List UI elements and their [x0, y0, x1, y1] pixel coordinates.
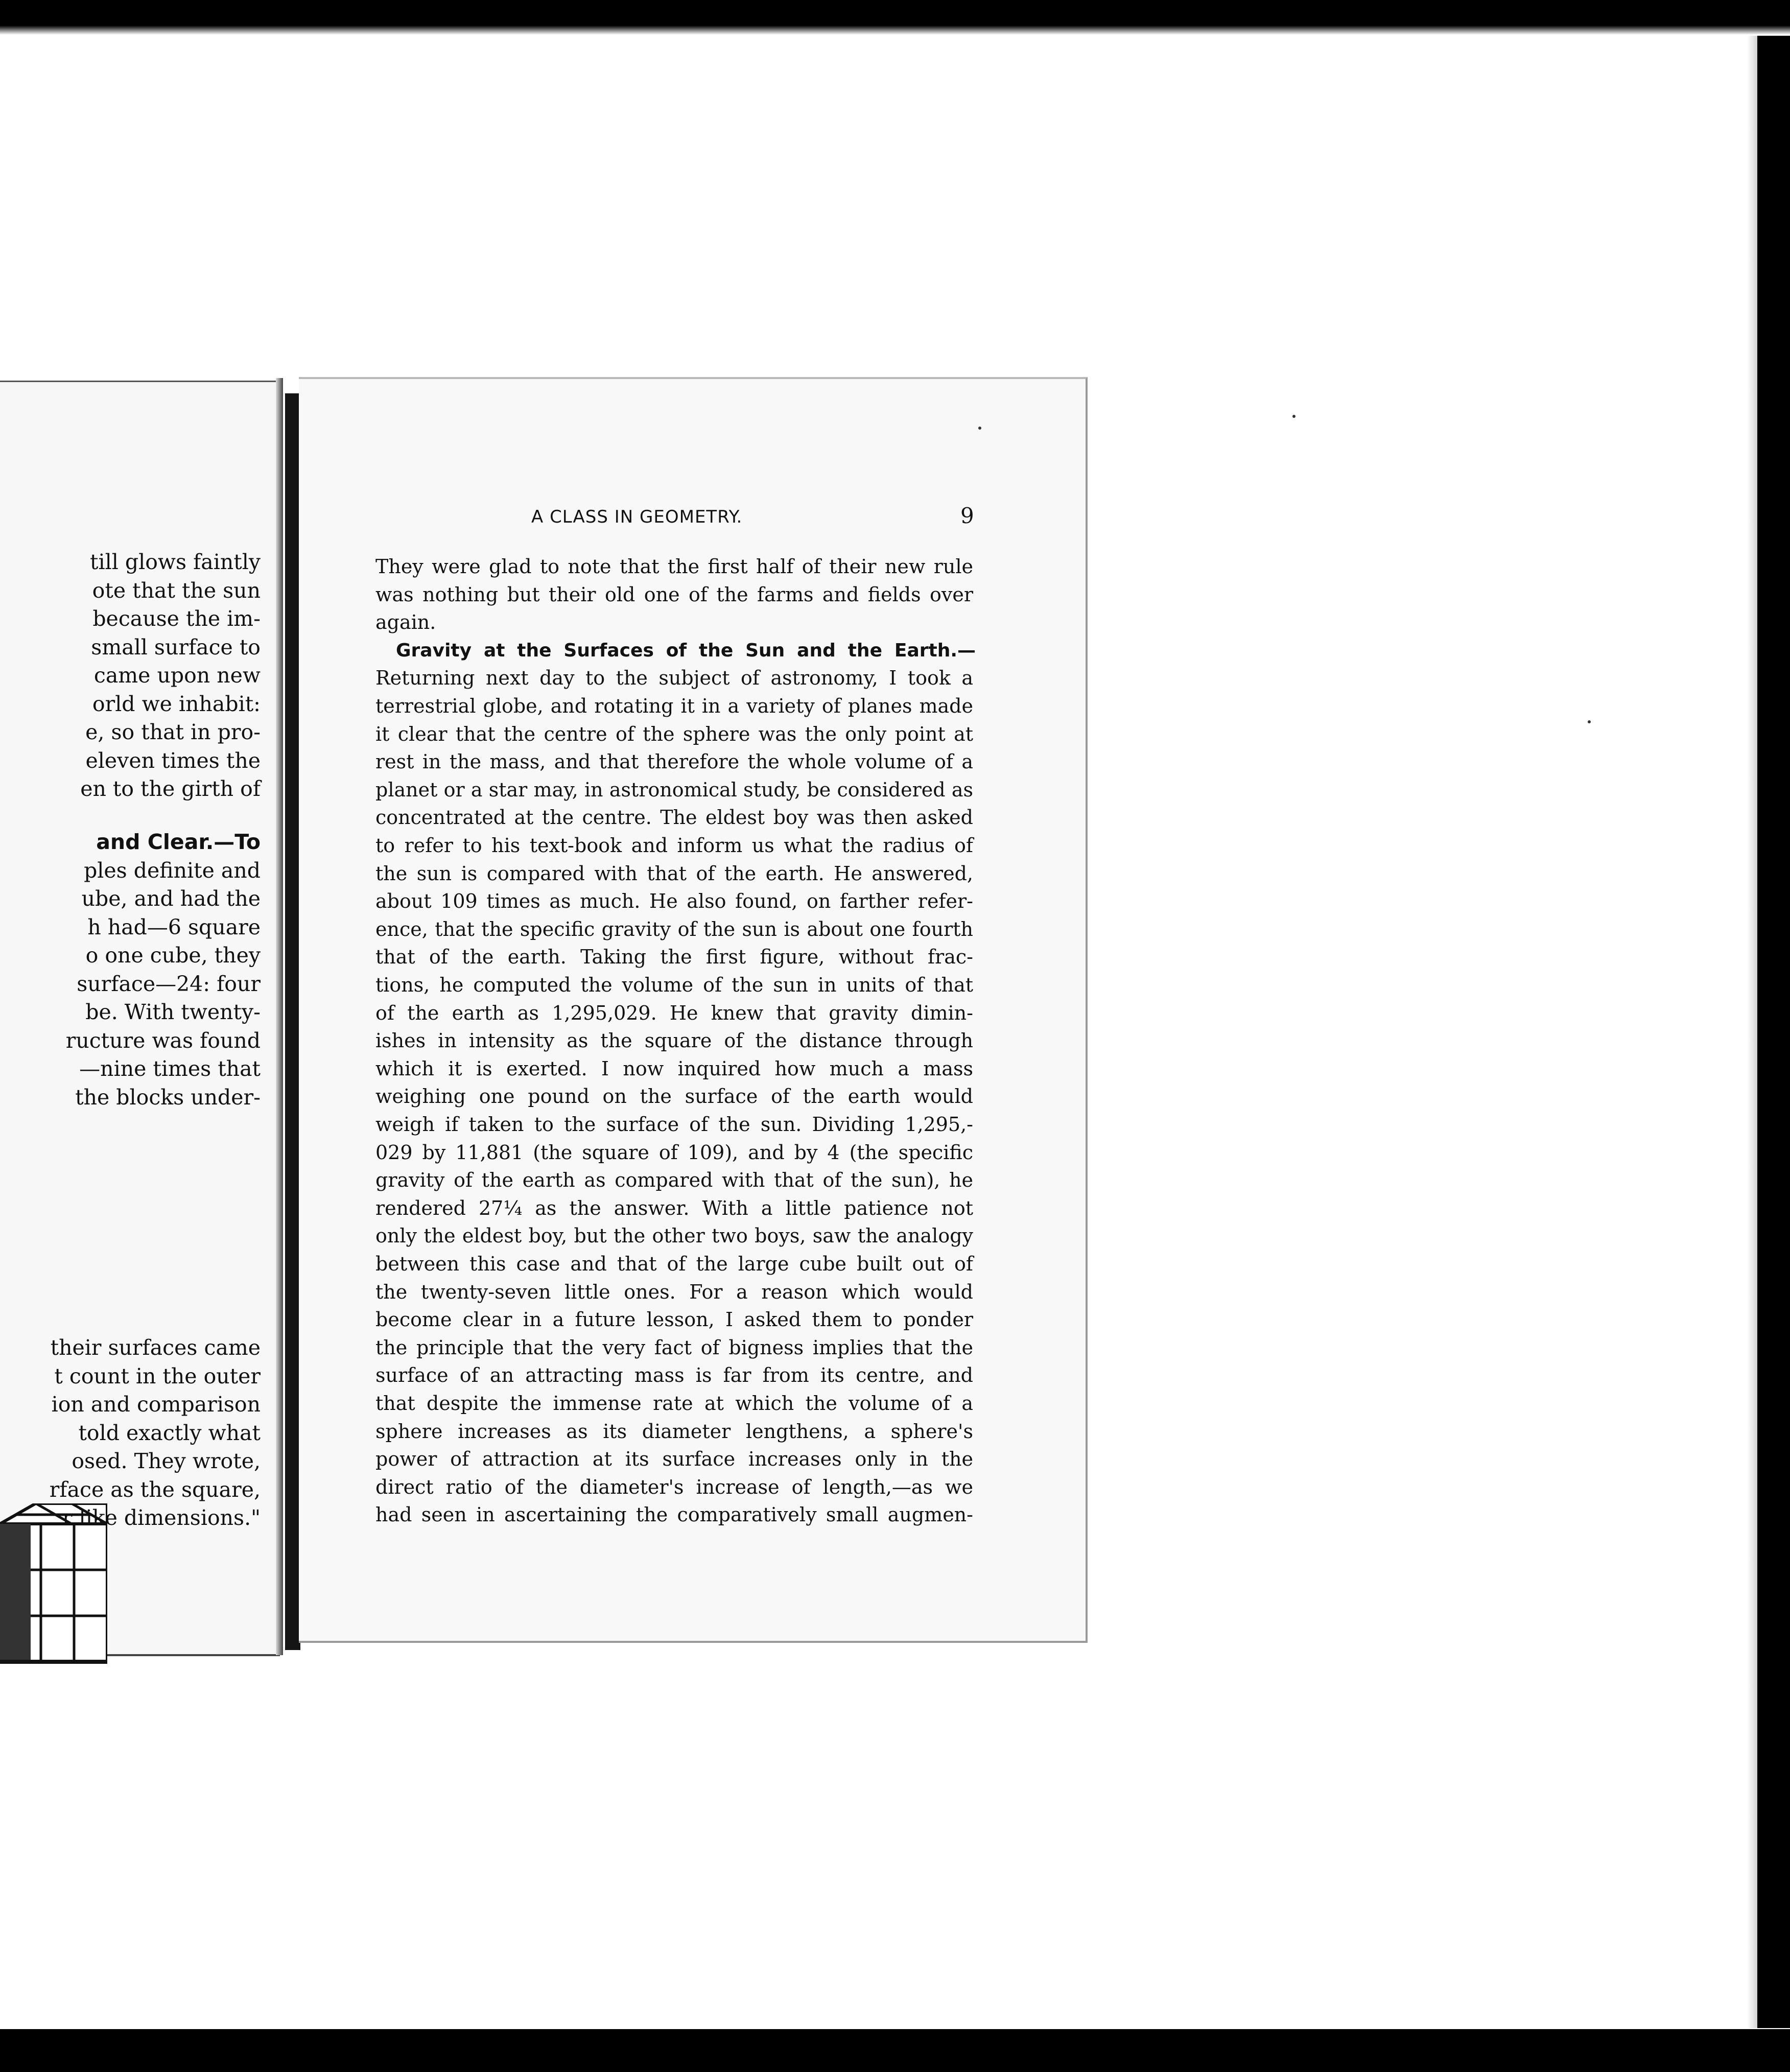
body-line: about 109 times as much. He also found, on farther refer-: [375, 890, 973, 913]
left-page-line: osed. They wrote,: [72, 1449, 261, 1473]
left-page-line: because the im-: [92, 606, 261, 631]
body-line: 029 by 11,881 (the square of 109), and by 4 (the specific: [375, 1141, 973, 1164]
body-line: that of the earth. Taking the first figure, without frac-: [375, 946, 973, 969]
film-speck: [1292, 415, 1296, 418]
body-line: direct ratio of the diameter's increase of length,—as we: [375, 1475, 973, 1498]
body-line: Returning next day to the subject of astronomy, I took a: [375, 667, 973, 690]
left-page-line: t count in the outer: [54, 1363, 261, 1388]
left-page-line: be. With twenty-: [85, 1000, 261, 1024]
left-page-line: r like dimensions.": [62, 1505, 261, 1530]
body-line: rendered 27¼ as the answer. With a little patience not: [375, 1196, 973, 1219]
left-page-line: eleven times the: [85, 748, 261, 773]
left-page: [0, 381, 280, 1656]
left-page-line: till glows faintly: [90, 550, 261, 574]
body-line: to refer to his text-book and inform us what the radius of: [375, 834, 973, 857]
gutter-shadow: [276, 378, 283, 1655]
film-frame-bottom: [0, 2029, 1790, 2072]
left-page-line: rface as the square,: [49, 1477, 261, 1502]
film-frame-right: [1757, 36, 1790, 2028]
body-line: of the earth as 1,295,029. He knew that gravity dimin-: [375, 1001, 973, 1024]
body-line: which it is exerted. I now inquired how much a mass: [375, 1057, 973, 1080]
body-line: weigh if taken to the surface of the sun. Dividing 1,295,-: [375, 1113, 973, 1136]
body-line: ishes in intensity as the square of the distance through: [375, 1029, 973, 1052]
left-page-line: en to the girth of: [80, 776, 261, 801]
left-page-line: ote that the sun: [92, 578, 261, 603]
body-line: power of attraction at its surface increases only in the: [375, 1448, 973, 1471]
body-line: that despite the immense rate at which the volume of a: [375, 1392, 973, 1415]
left-page-line: ion and comparison: [51, 1392, 261, 1417]
left-page-line: ples definite and: [84, 858, 261, 883]
left-page-line: surface—24: four: [77, 971, 261, 996]
body-line: it clear that the centre of the sphere was the only point at: [375, 722, 973, 745]
left-page-line: ube, and had the: [81, 886, 261, 911]
page-number: 9: [960, 503, 974, 528]
body-line: weighing one pound on the surface of the earth would: [375, 1085, 973, 1108]
film-speck: [978, 427, 981, 430]
body-line: planet or a star may, in astronomical study, be considered as: [375, 778, 973, 801]
book-gutter: [285, 393, 300, 1650]
left-page-line: told exactly what: [78, 1420, 261, 1445]
body-line: the twenty-seven little ones. For a reason which would: [375, 1280, 973, 1303]
body-line: only the eldest boy, but the other two boys, saw the analogy: [375, 1225, 973, 1247]
body-line: the sun is compared with that of the earth. He answered,: [375, 862, 973, 885]
film-frame-right-edge: [1747, 36, 1758, 2028]
left-page-line: and Clear.—To: [96, 830, 261, 854]
body-line: concentrated at the centre. The eldest boy was then asked: [375, 806, 973, 829]
left-page-line: o one cube, they: [85, 943, 261, 968]
body-line: They were glad to note that the first half of their new rule: [375, 555, 973, 578]
body-line: surface of an attracting mass is far from its centre, and: [375, 1364, 973, 1387]
body-line: again.: [375, 611, 436, 634]
film-frame-top-edge: [0, 26, 1790, 35]
body-line: ence, that the specific gravity of the sun is about one fourth: [375, 917, 973, 940]
left-page-line: the blocks under-: [75, 1085, 261, 1110]
left-page-line: h had—6 square: [87, 914, 261, 939]
running-head: A CLASS IN GEOMETRY.: [531, 507, 743, 527]
film-speck: [1588, 720, 1591, 723]
left-page-line: —nine times that: [79, 1056, 261, 1081]
film-frame-top: [0, 0, 1790, 26]
body-line: between this case and that of the large cube built out of: [375, 1253, 973, 1275]
left-page-line: ructure was found: [65, 1028, 261, 1053]
body-line: gravity of the earth as compared with that of the sun), he: [375, 1169, 973, 1192]
body-line: had seen in ascertaining the comparatively small augmen-: [375, 1503, 973, 1526]
left-page-line: orld we inhabit:: [92, 691, 261, 716]
left-page-line: e, so that in pro-: [85, 720, 261, 744]
left-page-line: small surface to: [91, 634, 261, 660]
body-line: become clear in a future lesson, I asked them to ponder: [375, 1308, 973, 1331]
body-line: sphere increases as its diameter lengthens, a sphere's: [375, 1420, 973, 1443]
body-line: was nothing but their old one of the farms and fields over: [375, 583, 973, 606]
body-line: the principle that the very fact of bigness implies that the: [375, 1336, 973, 1359]
body-line: rest in the mass, and that therefore the whole volume of a: [375, 750, 973, 773]
body-line: tions, he computed the volume of the sun in units of that: [375, 974, 973, 996]
left-page-line: their surfaces came: [50, 1335, 261, 1360]
left-page-line: came upon new: [93, 663, 261, 688]
body-line: terrestrial globe, and rotating it in a variety of planes made: [375, 695, 973, 717]
body-line: Gravity at the Surfaces of the Sun and the Earth.—: [396, 640, 976, 661]
